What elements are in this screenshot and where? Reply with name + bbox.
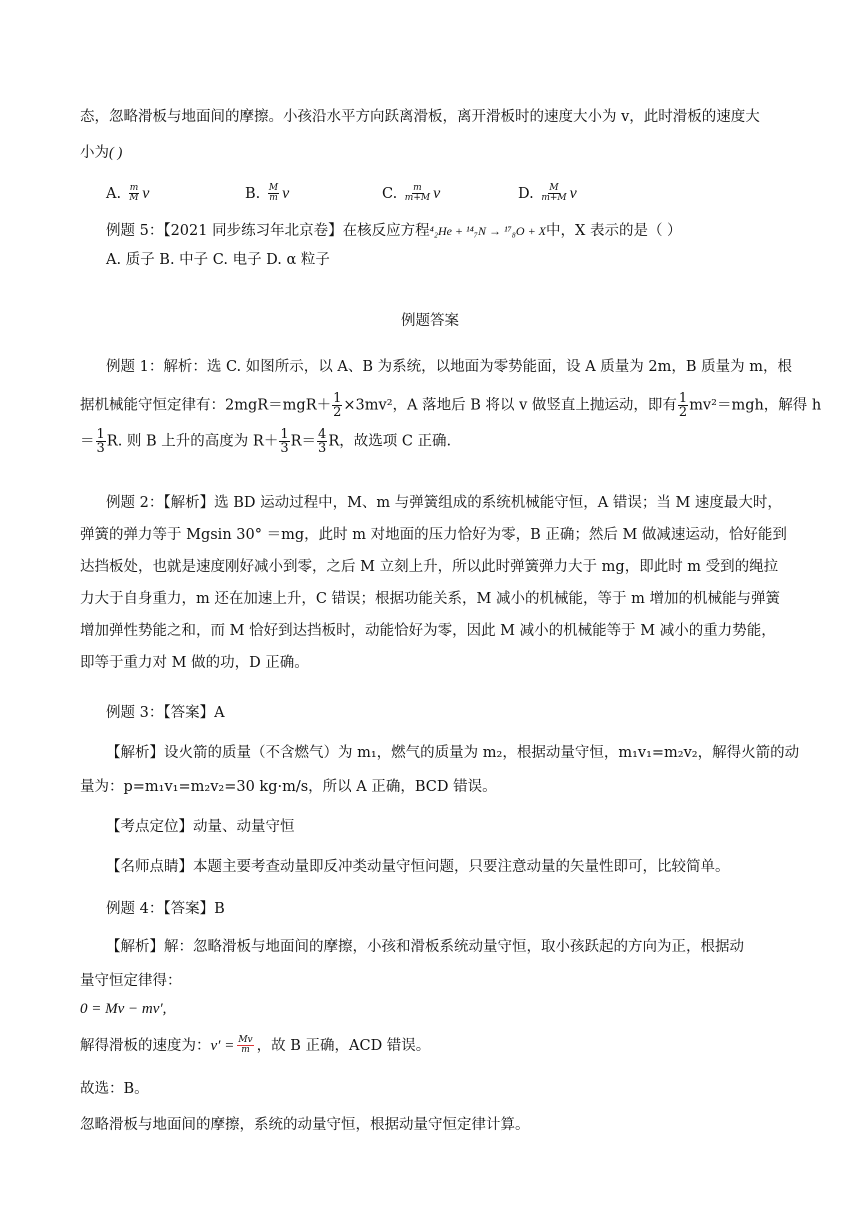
a2-line2: 弹簧的弹力等于 Mgsin 30° ＝mg，此时 m 对地面的压力恰好为零，B 正确；然后 M 做减速运动，恰好能到 xyxy=(80,527,787,543)
q4-stem-text: 小为 xyxy=(80,145,109,161)
q4-option-d: D. $\frac{M}{m+M}$ v xyxy=(518,183,577,204)
q4-stem-line2 xyxy=(80,146,122,161)
a2-line4: 力大于自身重力，m 还在加速上升，C 错误；根据功能关系，M 减小的机械能，等于 m 增加的机械能与弹簧 xyxy=(80,591,780,607)
q4-answer-paren: ( ) xyxy=(109,145,123,161)
q5-options: A. 质子 B. 中子 C. 电子 D. α 粒子 xyxy=(106,252,330,268)
a1-line1: 例题 1：解析：选 C. 如图所示，以 A、B 为系统，以地面为零势能面，设 A 质量为 2m，B 质量为 m，根 xyxy=(106,359,792,375)
a4-analysis-line1: 【解析】解：忽略滑板与地面间的摩擦，小孩和滑板系统动量守恒，取小孩跃起的方向为正，根据动 xyxy=(106,939,744,955)
a2-line3: 达挡板处，也就是速度刚好减小到零，之后 M 立刻上升，所以此时弹簧弹力大于 mg，即此时 m 受到的绳拉 xyxy=(80,559,779,575)
a4-velocity-fraction: $\frac{Mv}{m}$ xyxy=(238,1035,253,1056)
q4-stem-line1: 态，忽略滑板与地面间的摩擦。小孩沿水平方向跃离滑板，离开滑板时的速度大小为 v，此时滑板的速度大 xyxy=(80,109,760,125)
a2-line6: 即等于重力对 M 做的功，D 正确。 xyxy=(80,655,309,671)
a3-teacher-comment: 【名师点睛】本题主要考查动量即反冲类动量守恒问题，只要注意动量的矢量性即可，比较简单。 xyxy=(106,859,730,875)
a3-analysis-line1: 【解析】设火箭的质量（不含燃气）为 m₁，燃气的质量为 m₂，根据动量守恒，m₁v₁=m₂v₂，解得火箭的动 xyxy=(106,745,800,761)
a3-heading: 例题 3：【答案】A xyxy=(106,705,225,721)
a4-result-line: 解得滑板的速度为：v′ = $\frac{Mv}{m}$ ，故 B 正确，ACD 错误。 xyxy=(80,1035,431,1056)
q5-nuclear-equation: ⁴₂He + ¹⁴₇N → ¹⁷₈O + X xyxy=(429,224,547,238)
a4-momentum-equation: 0 = Mv − mv′, xyxy=(80,1001,167,1017)
q4-option-b: B. $\frac{M}{m}$ v xyxy=(245,183,290,204)
q4-option-a: A. $\frac{m}{M}$ v xyxy=(106,183,150,204)
q4-option-c: C. $\frac{m}{m+M}$ v xyxy=(382,183,441,204)
a1-line3: ＝ $\frac{1}{3}$ R. 则 B 上升的高度为 R＋ $\frac{1}{3}$ R＝ $\frac{4}{3}$ R，故选项 C 正确. xyxy=(80,427,452,456)
a3-analysis-line2: 量为：p=m₁v₁=m₂v₂=30 kg·m/s，所以 A 正确，BCD 错误。 xyxy=(80,779,497,795)
answers-title: 例题答案 xyxy=(401,313,459,329)
a4-heading: 例题 4：【答案】B xyxy=(106,901,225,917)
q5-stem: 例题 5：【2021 同步练习年北京卷】在核反应方程⁴₂He + ¹⁴₇N → ¹⁷₈O + X中，X 表示的是（ ） xyxy=(106,223,682,239)
a3-key-point: 【考点定位】动量、动量守恒 xyxy=(106,819,295,835)
a4-analysis-line2: 量守恒定律得： xyxy=(80,973,182,989)
a2-line1: 例题 2：【解析】选 BD 运动过程中，M、m 与弹簧组成的系统机械能守恒，A 错误；当 M 速度最大时， xyxy=(106,495,782,511)
a4-note: 忽略滑板与地面间的摩擦，系统的动量守恒，根据动量守恒定律计算。 xyxy=(80,1117,530,1133)
a1-line2: 据机械能守恒定律有：2mgR＝mgR＋ $\frac{1}{2}$ ×3mv²，A 落地后 B 将以 v 做竖直上抛运动，即有 $\frac{1}{2}$ mv²＝mgh，解得 h xyxy=(80,391,822,420)
a4-choice: 故选：B。 xyxy=(80,1081,149,1097)
a2-line5: 增加弹性势能之和，而 M 恰好到达挡板时，动能恰好为零，因此 M 减小的机械能等于 M 减小的重力势能， xyxy=(80,623,776,639)
